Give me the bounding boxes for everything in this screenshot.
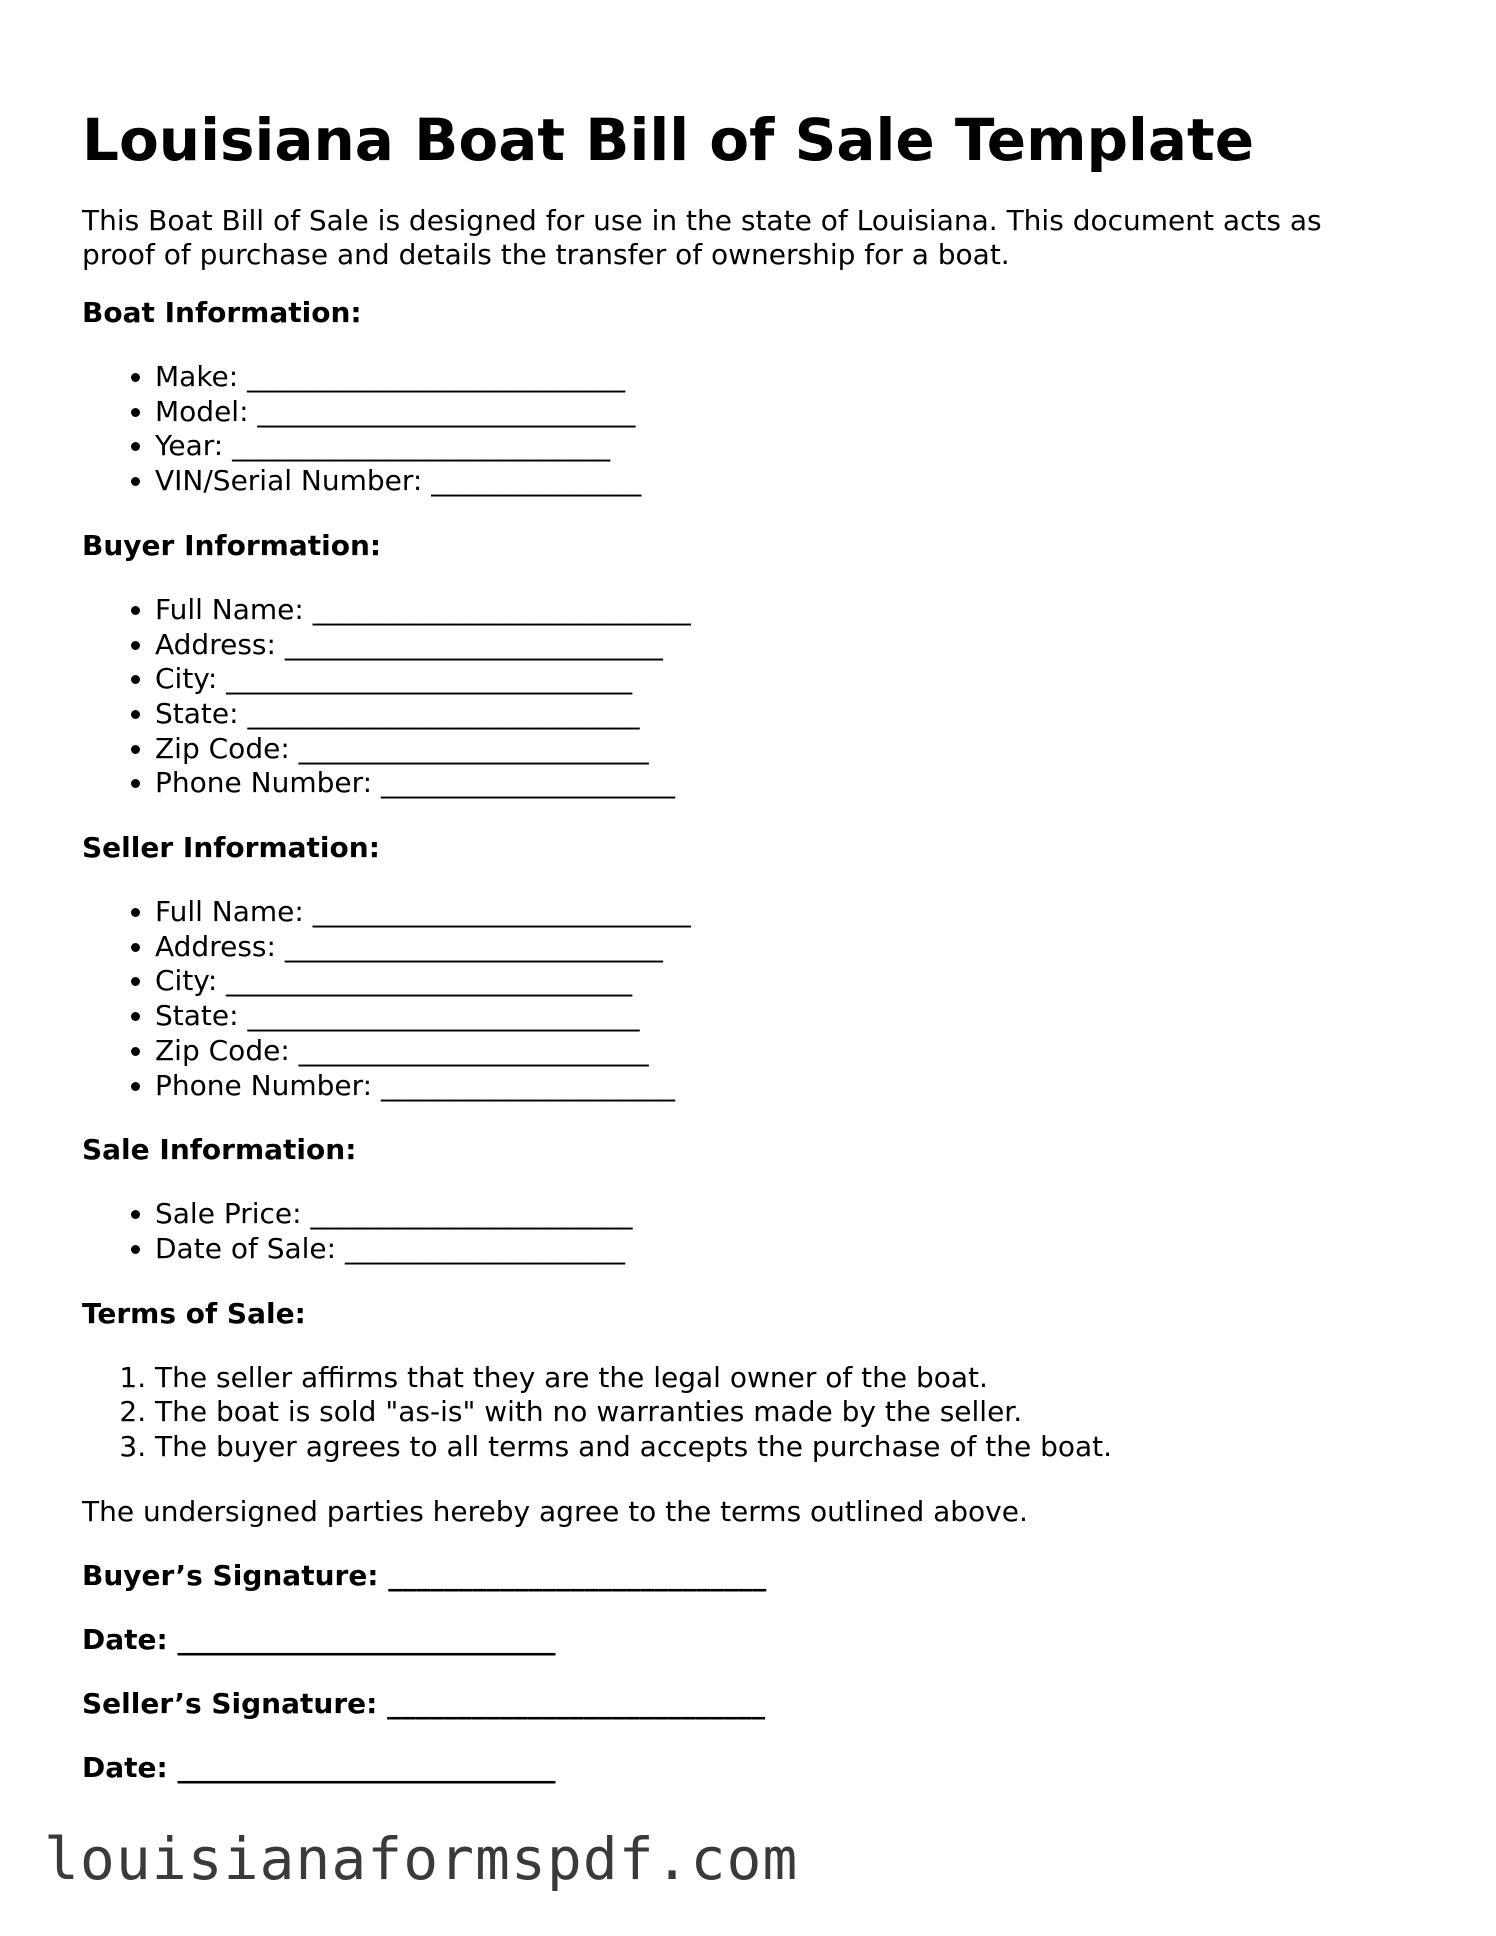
list-item: • Phone Number: _____________________ <box>155 766 1412 801</box>
page-title: Louisiana Boat Bill of Sale Template <box>82 106 1255 174</box>
seller-info-heading: Seller Information: <box>82 831 380 865</box>
boat-info-heading: Boat Information: <box>82 296 362 329</box>
document <box>82 100 1412 1815</box>
list-item: • Phone Number: _____________________ <box>155 1069 1412 1104</box>
list-item: • Full Name: ___________________________ <box>155 895 1412 930</box>
list-item: • Date of Sale: ____________________ <box>155 1232 1412 1267</box>
list-item: 2. The boat is sold "as-is" with no warranties made by the seller. <box>155 1395 1412 1430</box>
seller-info-list <box>82 895 1412 1103</box>
list-item: • City: _____________________________ <box>155 662 1412 697</box>
list-item: • Zip Code: _________________________ <box>155 732 1412 767</box>
sale-info-list <box>82 1197 1412 1266</box>
watermark: louisianaformspdf.com <box>44 1825 799 1893</box>
buyer-info-list <box>82 593 1412 801</box>
buyer-info-heading: Buyer Information: <box>82 528 382 562</box>
terms-heading: Terms of Sale: <box>82 1296 306 1330</box>
list-item: • VIN/Serial Number: _______________ <box>155 464 1412 499</box>
list-item: • Address: ___________________________ <box>155 930 1412 965</box>
list-item: • Address: ___________________________ <box>155 628 1412 663</box>
list-item: • City: _____________________________ <box>155 964 1412 999</box>
agreement-text: The undersigned parties hereby agree to the terms outlined above. <box>82 1494 1028 1528</box>
list-item: • Make: ___________________________ <box>155 360 1412 395</box>
list-item: • Full Name: ___________________________ <box>155 593 1412 628</box>
list-item: • Zip Code: _________________________ <box>155 1034 1412 1069</box>
list-item: • State: ____________________________ <box>155 697 1412 732</box>
terms-list <box>82 1361 1412 1465</box>
list-item: • State: ____________________________ <box>155 999 1412 1034</box>
buyer-signature-line: Buyer’s Signature: ___________________________ <box>82 1558 767 1592</box>
list-item: • Model: ___________________________ <box>155 395 1412 430</box>
list-item: • Sale Price: _______________________ <box>155 1197 1412 1232</box>
intro-paragraph: This Boat Bill of Sale is designed for use in the state of Louisiana. This document acts as proof of purchase and details the transfer of ownership for a boat. <box>82 204 1322 271</box>
list-item: • Year: ___________________________ <box>155 429 1412 464</box>
buyer-date-line: Date: ___________________________ <box>82 1622 556 1656</box>
seller-signature-line: Seller’s Signature: ___________________________ <box>82 1686 766 1720</box>
boat-info-list <box>82 360 1412 499</box>
sale-info-heading: Sale Information: <box>82 1133 357 1167</box>
list-item: 1. The seller affirms that they are the legal owner of the boat. <box>155 1361 1412 1396</box>
list-item: 3. The buyer agrees to all terms and accepts the purchase of the boat. <box>155 1430 1412 1465</box>
seller-date-line: Date: ___________________________ <box>82 1750 556 1784</box>
